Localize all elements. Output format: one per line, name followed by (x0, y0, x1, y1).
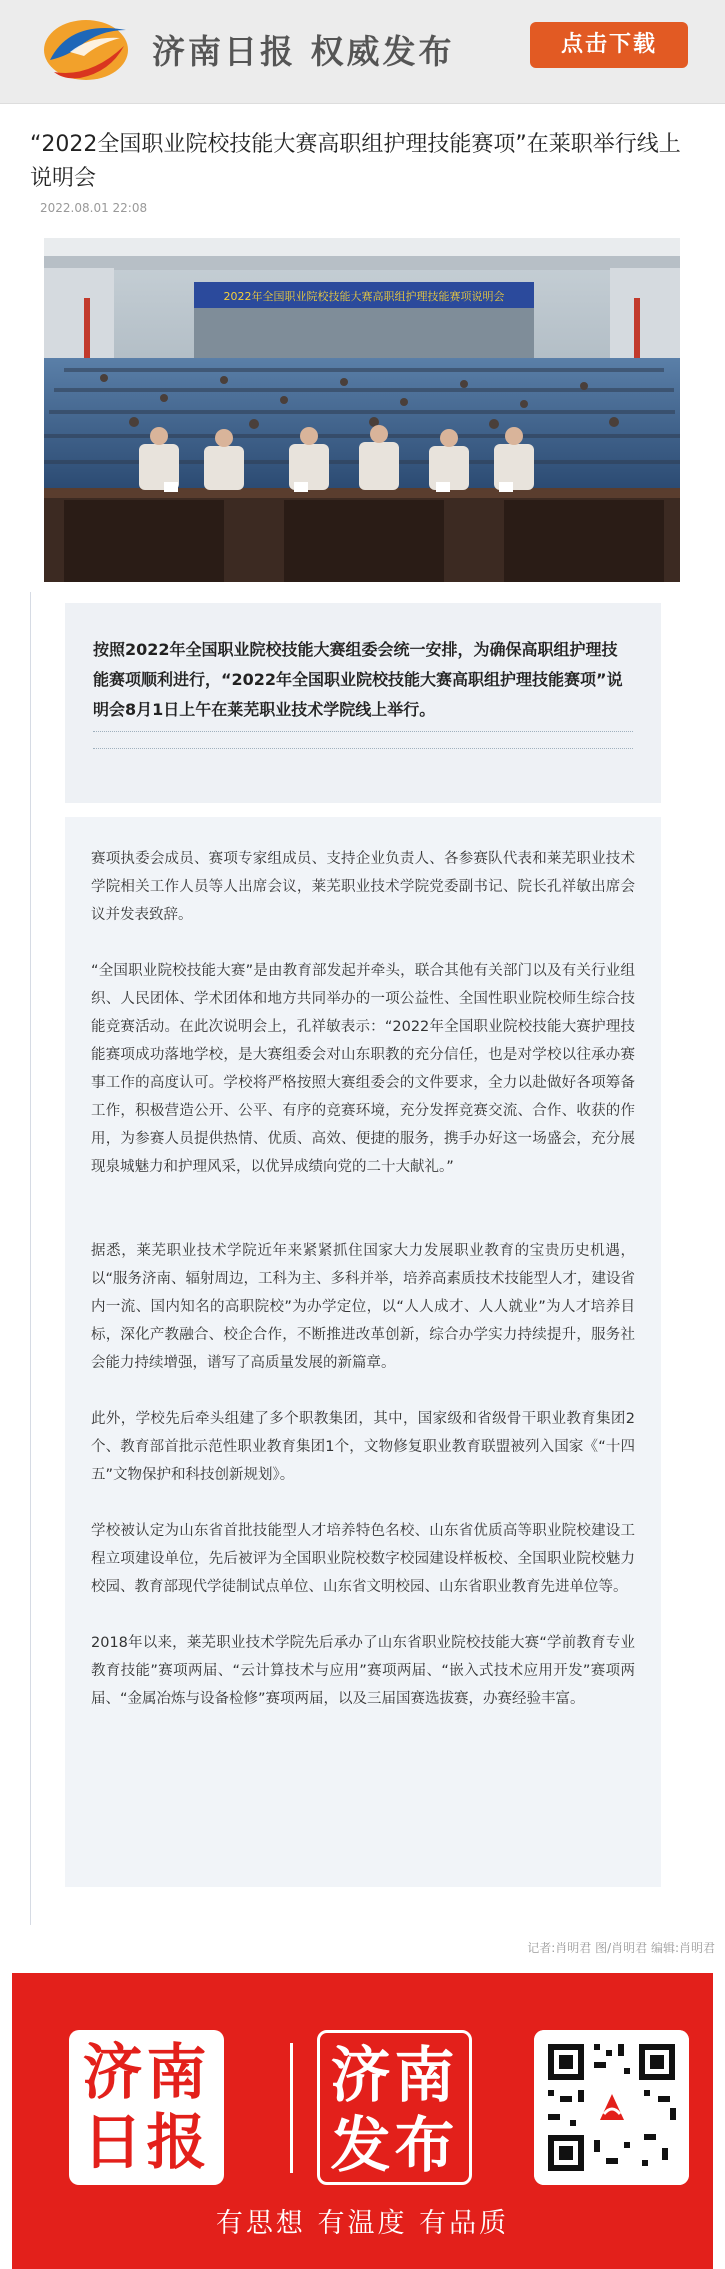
footer-banner (12, 1973, 713, 2269)
author-credit: 记者:肖明君 图/肖明君 编辑:肖明君 (527, 1941, 715, 1955)
summary-box (65, 603, 661, 803)
jinan-daily-logo-icon (40, 12, 132, 84)
paragraph: 学校被认定为山东省首批技能型人才培养特色名校、山东省优质高等职业院校建设工程立项建设单位，先后被评为全国职业院校数字校园建设样板校、全国职业院校魅力校园、教育部现代学徒制试点单位、山东省文明校园、山东省职业教育先进单位等。 (91, 1523, 635, 1595)
left-divider (30, 592, 31, 1925)
dotted-divider (93, 731, 633, 732)
paragraph: 此外，学校先后牵头组建了多个职教集团，其中，国家级和省级骨干职业教育集团2个、教育部首批示范性职业教育集团1个，文物修复职业教育联盟被列入国家《“十四五”文物保护和科技创新规划》。 (91, 1411, 635, 1483)
article-body (65, 817, 661, 1887)
top-banner (0, 0, 725, 104)
paragraph: 赛项执委会成员、赛项专家组成员、支持企业负责人、各参赛队代表和莱芜职业技术学院相关工作人员等人出席会议，莱芜职业技术学院党委副书记、院长孔祥敏出席会议并发表致辞。 (91, 851, 635, 923)
hero-photo (44, 238, 680, 582)
footer-slogan: 有思想 有温度 有品质 (215, 2208, 510, 2239)
jinan-daily-badge (69, 2030, 224, 2185)
publish-date: 2022.08.01 22:08 (40, 201, 148, 215)
badge-line: 济南 (82, 2038, 211, 2108)
article-title: “2022全国职业院校技能大赛高职组护理技能赛项”在莱职举行线上说明会 (30, 132, 681, 191)
qr-code-icon[interactable] (534, 2030, 689, 2185)
paragraph: 据悉，莱芜职业技术学院近年来紧紧抓住国家大力发展职业教育的宝贵历史机遇，以“服务济南、辐射周边，工科为主、多科并举，培养高素质技术技能型人才，建设省内一流、国内知名的高职院校”为办学定位，以“人人成才、人人就业”为人才培养目标，深化产教融合、校企合作，不断推进改革创新，综合办学实力持续提升，服务社会能力持续增强，谱写了高质量发展的新篇章。 (91, 1243, 636, 1371)
brand-title: 济南日报 权威发布 (152, 32, 455, 71)
paragraph: 2018年以来，莱芜职业技术学院先后承办了山东省职业院校技能大赛“学前教育专业教育技能”赛项两届、“云计算技术与应用”赛项两届、“嵌入式技术应用开发”赛项两届、“金属冶炼与设备检修”赛项两届，以及三届国赛选拔赛，办赛经验丰富。 (91, 1635, 635, 1707)
hero-banner-text: 2022年全国职业院校技能大赛高职组护理技能赛项说明会 (223, 290, 505, 303)
summary-text: 按照2022年全国职业院校技能大赛组委会统一安排，为确保高职组护理技能赛项顺利进行，“2022年全国职业院校技能大赛高职组护理技能赛项”说明会8月1日上午在莱芜职业技术学院线上举行。 (93, 640, 623, 719)
badge-line: 日报 (82, 2108, 211, 2178)
badge-line: 济南 (330, 2041, 459, 2111)
jinan-release-badge (317, 2030, 472, 2185)
badge-line: 发布 (330, 2111, 459, 2181)
dotted-divider (93, 748, 633, 749)
download-button[interactable]: 点击下载 (530, 22, 688, 68)
paragraph: “全国职业院校技能大赛”是由教育部发起并牵头，联合其他有关部门以及有关行业组织、人民团体、学术团体和地方共同举办的一项公益性、全国性职业院校师生综合技能竞赛活动。在此次说明会上，孔祥敏表示：“2022年全国职业院校技能大赛护理技能赛项成功落地学校，是大赛组委会对山东职教的充分信任，也是对学校以往承办赛事工作的高度认可。学校将严格按照大赛组委会的文件要求，全力以赴做好各项筹备工作，积极营造公开、公平、有序的竞赛环境，充分发挥竞赛交流、合作、收获的作用，为参赛人员提供热情、优质、高效、便捷的服务，携手办好这一场盛会，充分展现泉城魅力和护理风采，以优异成绩向党的二十大献礼。” (91, 963, 635, 1175)
footer-divider (290, 2043, 293, 2173)
